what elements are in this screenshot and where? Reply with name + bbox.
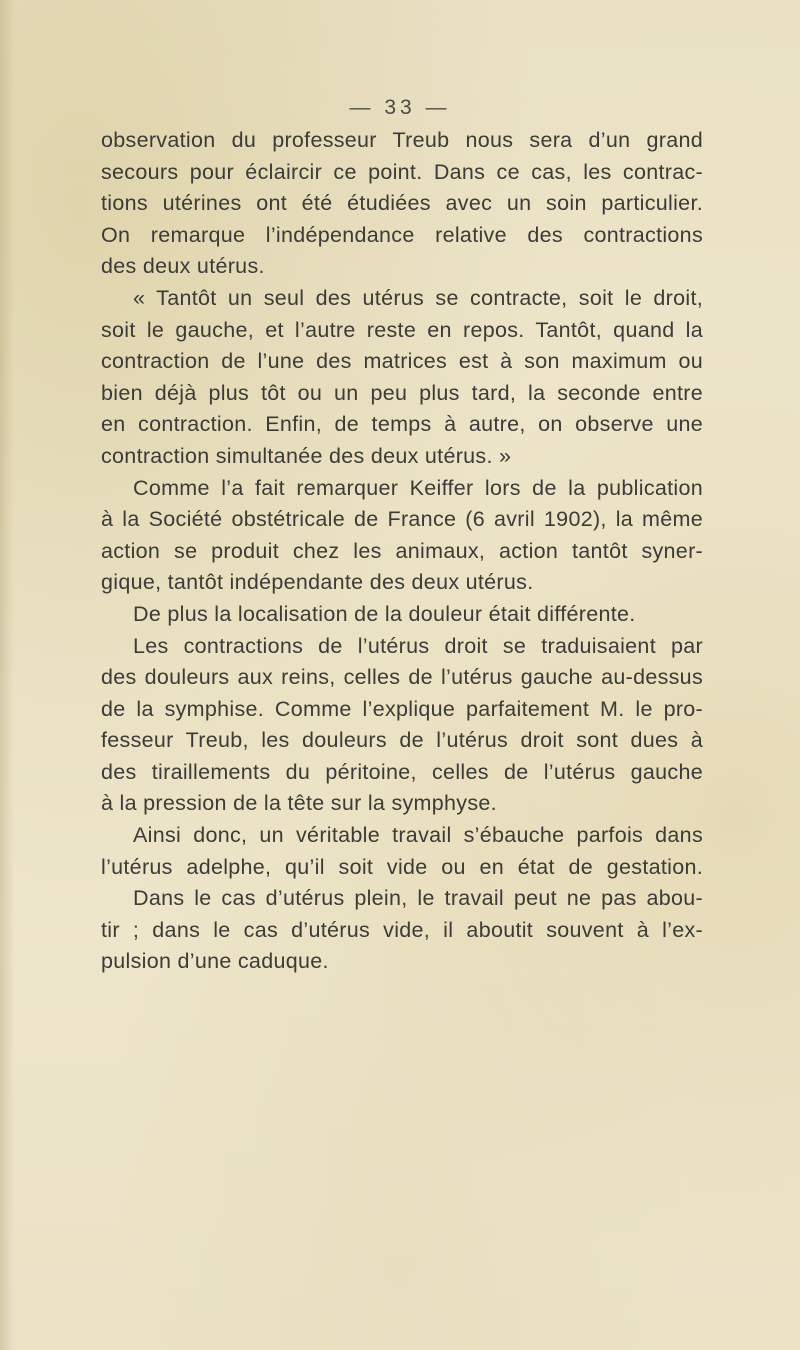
text-line: observation du professeur Treub nous sera d’un grand [101,128,703,152]
text-line: contraction de l’une des matrices est à son maximum ou [101,349,703,374]
text-line: à la pression de la tête sur la symphyse. [101,791,497,816]
text-line: action se produit chez les animaux, action tantôt syner- [101,538,703,563]
text-line: De plus la localisation de la douleur était différente. [133,601,636,626]
text-line: contraction simultanée des deux utérus. » [101,443,512,468]
text-line: secours pour éclaircir ce point. Dans ce cas, les contrac- [101,159,703,184]
text-line: l’utérus adelphe, qu’il soit vide ou en état de gestation. [101,854,703,879]
text-line: des tiraillements du péritoine, celles de l’utérus gauche [101,759,703,784]
text-line: soit le gauche, et l’autre reste en repos. Tantôt, quand la [101,317,703,342]
text-line: en contraction. Enfin, de temps à autre, on observe une [101,412,703,437]
text-line: On remarque l’indépendance relative des contractions [101,222,703,247]
text-line: Dans le cas d’utérus plein, le travail peut ne pas abou- [133,886,703,911]
text-line: à la Société obstétricale de France (6 avril 1902), la même [101,507,703,532]
page-number: — 33 — [349,96,451,119]
text-line: « Tantôt un seul des utérus se contracte, soit le droit, [133,285,703,310]
text-line: Ainsi donc, un véritable travail s’ébauche parfois dans [133,823,703,848]
text-line: des douleurs aux reins, celles de l’utérus gauche au-dessus [101,665,703,690]
body-text [101,125,703,978]
text-line: des deux utérus. [101,254,265,279]
text-line: tir ; dans le cas d’utérus vide, il aboutit souvent à l’ex- [101,917,703,942]
text-line: pulsion d’une caduque. [101,949,329,974]
text-line: Comme l’a fait remarquer Keiffer lors de la publication [133,475,703,500]
text-line: de la symphise. Comme l’explique parfaitement M. le pro- [101,696,703,721]
page-edge-shadow [0,0,14,1350]
text-line: Les contractions de l’utérus droit se traduisaient par [133,633,703,658]
text-line: fesseur Treub, les douleurs de l’utérus droit sont dues à [101,728,703,753]
text-line: gique, tantôt indépendante des deux utérus. [101,570,534,595]
text-line: bien déjà plus tôt ou un peu plus tard, la seconde entre [101,380,703,405]
text-line: tions utérines ont été étudiées avec un soin particulier. [101,191,703,216]
